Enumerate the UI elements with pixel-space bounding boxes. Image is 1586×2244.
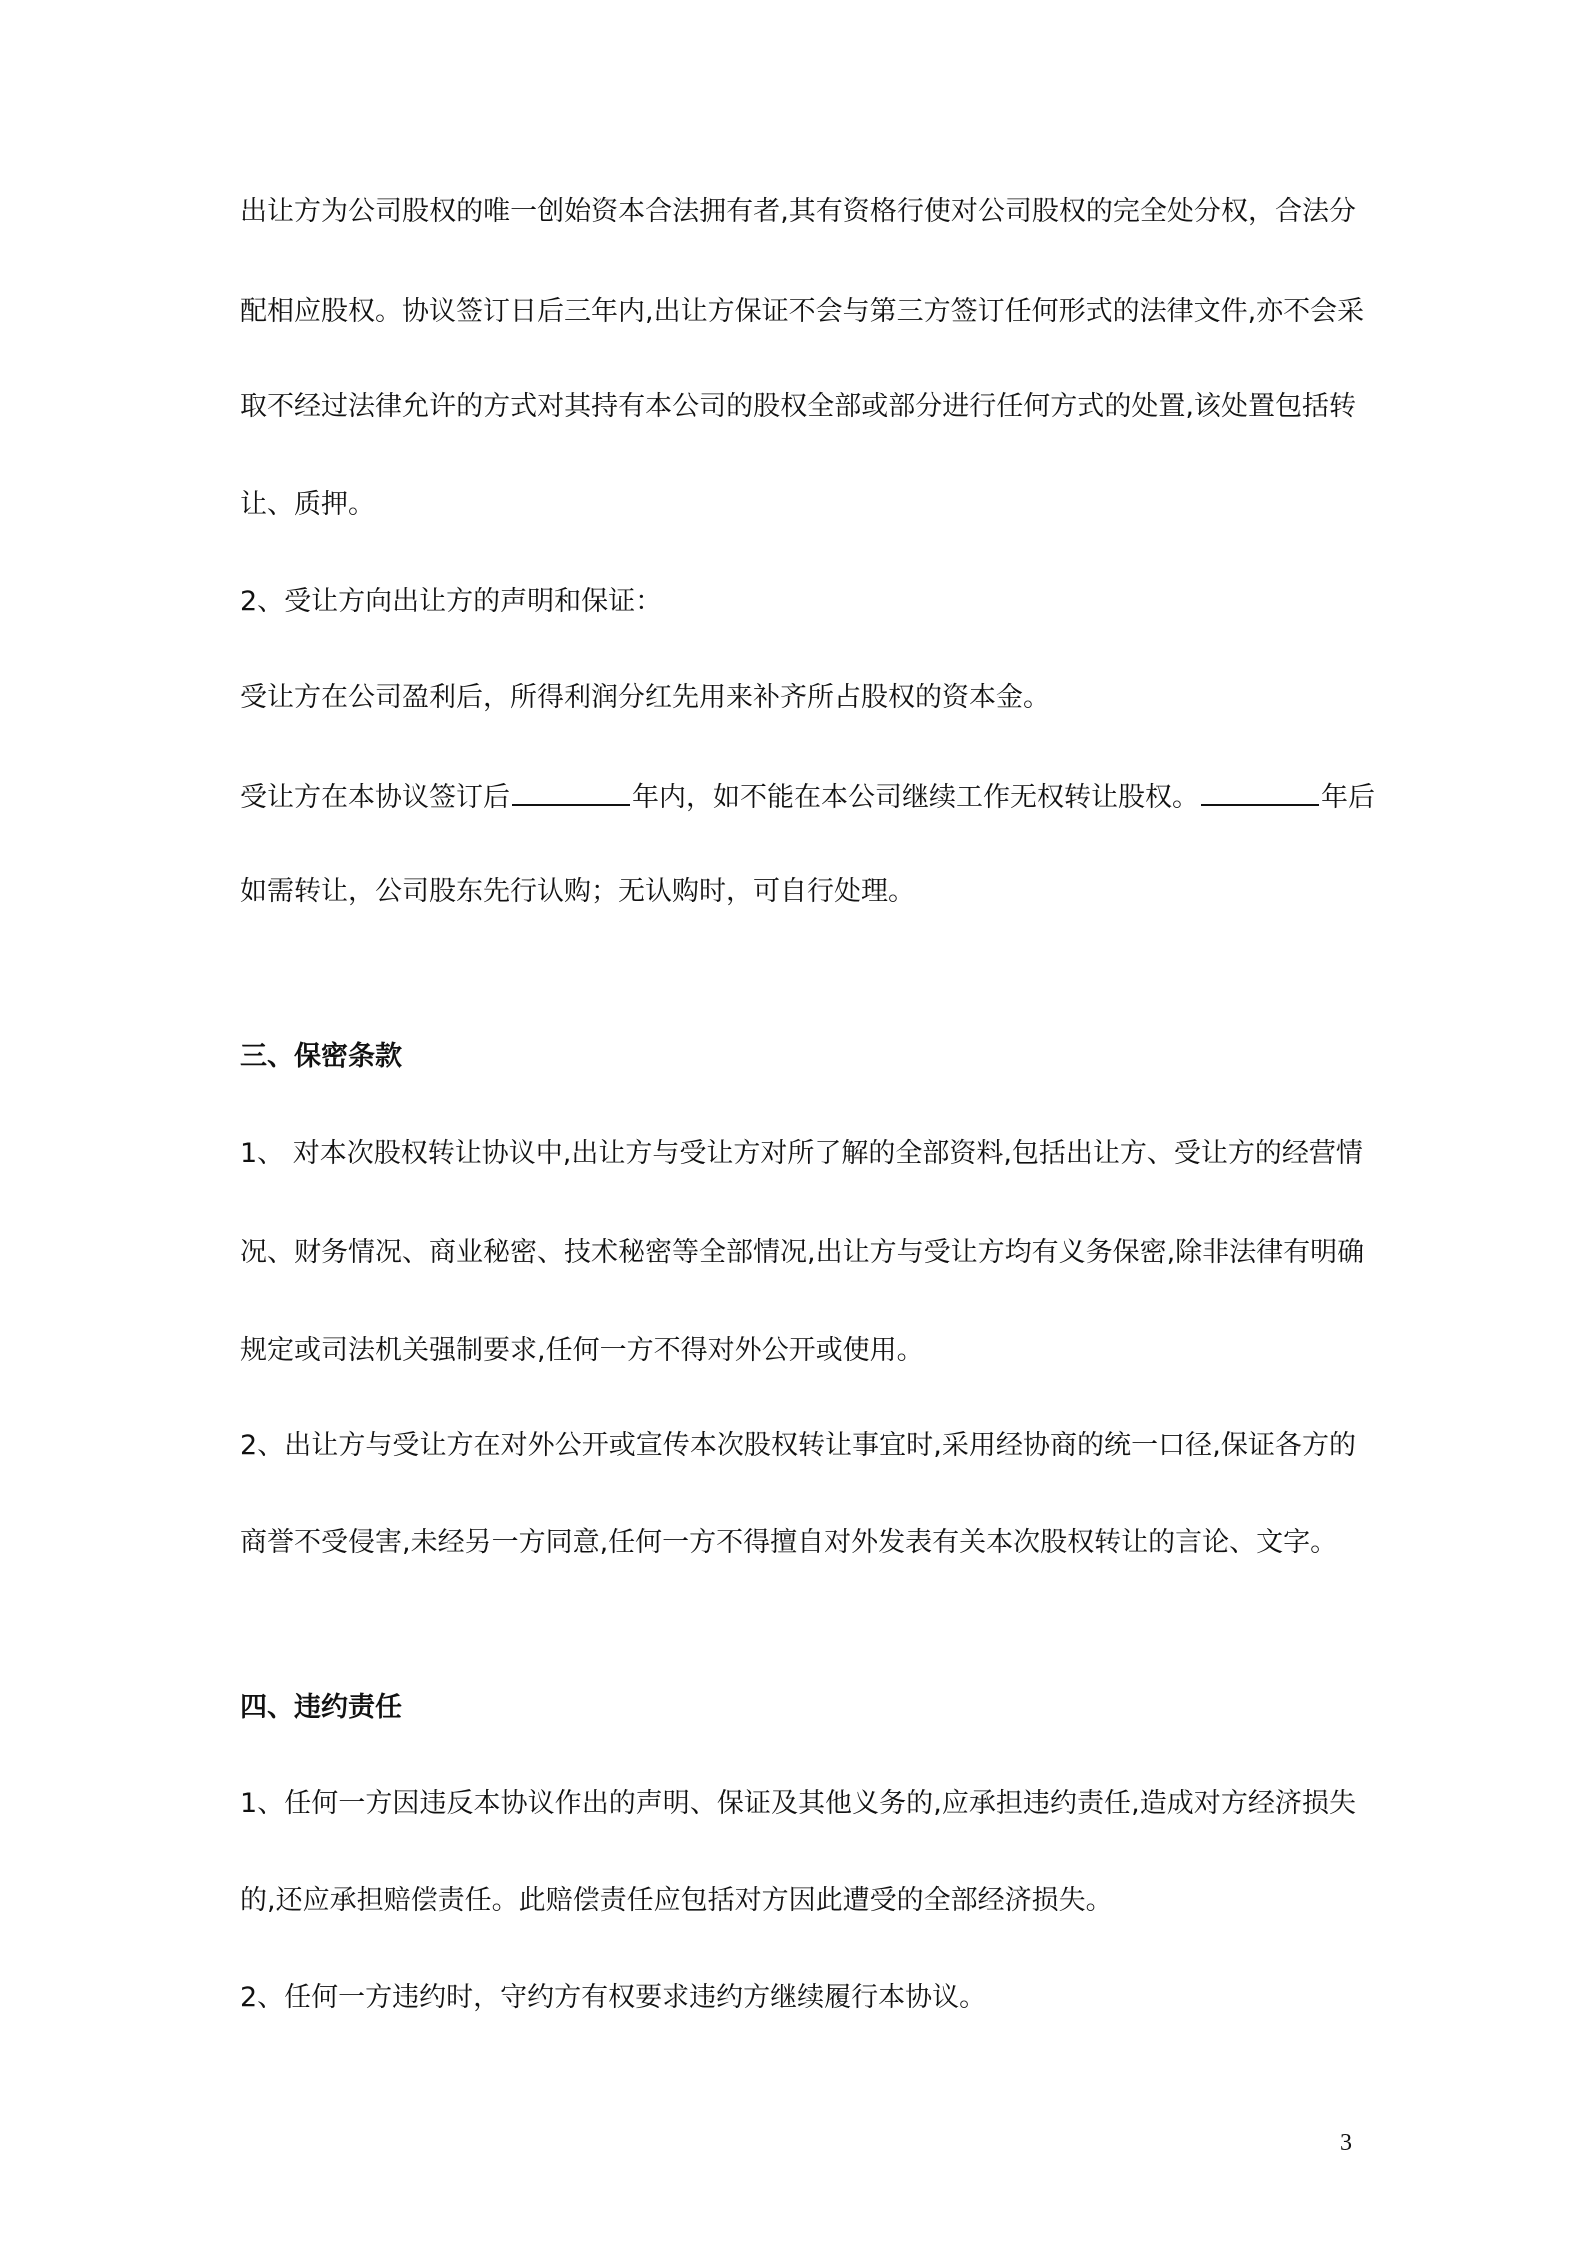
paragraph-line: 的,还应承担赔偿责任。此赔偿责任应包括对方因此遭受的全部经济损失。 [240, 1885, 1113, 1916]
paragraph-line: 如需转让，公司股东先行认购；无认购时，可自行处理。 [240, 876, 915, 907]
text-segment: 受让方在本协议签订后 [240, 782, 510, 813]
page-number: 3 [1340, 2130, 1352, 2156]
paragraph-line: 2、出让方与受让方在对外公开或宣传本次股权转让事宜时,采用经协商的统一口径,保证各方的 [240, 1430, 1356, 1461]
paragraph-line: 1、任何一方因违反本协议作出的声明、保证及其他义务的,应承担违约责任,造成对方经济损失 [240, 1788, 1356, 1819]
paragraph-line: 1、 对本次股权转让协议中,出让方与受让方对所了解的全部资料,包括出让方、受让方的经营情 [240, 1138, 1363, 1169]
paragraph-line: 2、任何一方违约时，守约方有权要求违约方继续履行本协议。 [240, 1982, 987, 2013]
paragraph-line: 受让方在公司盈利后，所得利润分红先用来补齐所占股权的资本金。 [240, 682, 1050, 713]
paragraph-line: 商誉不受侵害,未经另一方同意,任何一方不得擅自对外发表有关本次股权转让的言论、文字。 [240, 1527, 1338, 1558]
section-heading: 三、保密条款 [240, 1041, 402, 1072]
paragraph-line: 取不经过法律允许的方式对其持有本公司的股权全部或部分进行任何方式的处置,该处置包括转 [240, 391, 1356, 422]
item-title: 2、受让方向出让方的声明和保证： [240, 586, 663, 617]
paragraph-line: 配相应股权。协议签订日后三年内,出让方保证不会与第三方签订任何形式的法律文件,亦不会采 [240, 296, 1365, 327]
fill-in-blank [512, 778, 630, 806]
paragraph-line: 规定或司法机关强制要求,任何一方不得对外公开或使用。 [240, 1335, 924, 1366]
section-heading: 四、违约责任 [240, 1692, 402, 1723]
text-segment: 年内，如不能在本公司继续工作无权转让股权。 [632, 782, 1199, 813]
paragraph-line-with-blanks [240, 778, 1375, 816]
fill-in-blank [1201, 778, 1319, 806]
text-segment: 年后 [1321, 782, 1375, 813]
paragraph-line: 出让方为公司股权的唯一创始资本合法拥有者,其有资格行使对公司股权的完全处分权，合法分 [240, 196, 1356, 227]
paragraph-line: 况、财务情况、商业秘密、技术秘密等全部情况,出让方与受让方均有义务保密,除非法律有明确 [240, 1237, 1365, 1268]
paragraph-line: 让、质押。 [240, 489, 375, 520]
